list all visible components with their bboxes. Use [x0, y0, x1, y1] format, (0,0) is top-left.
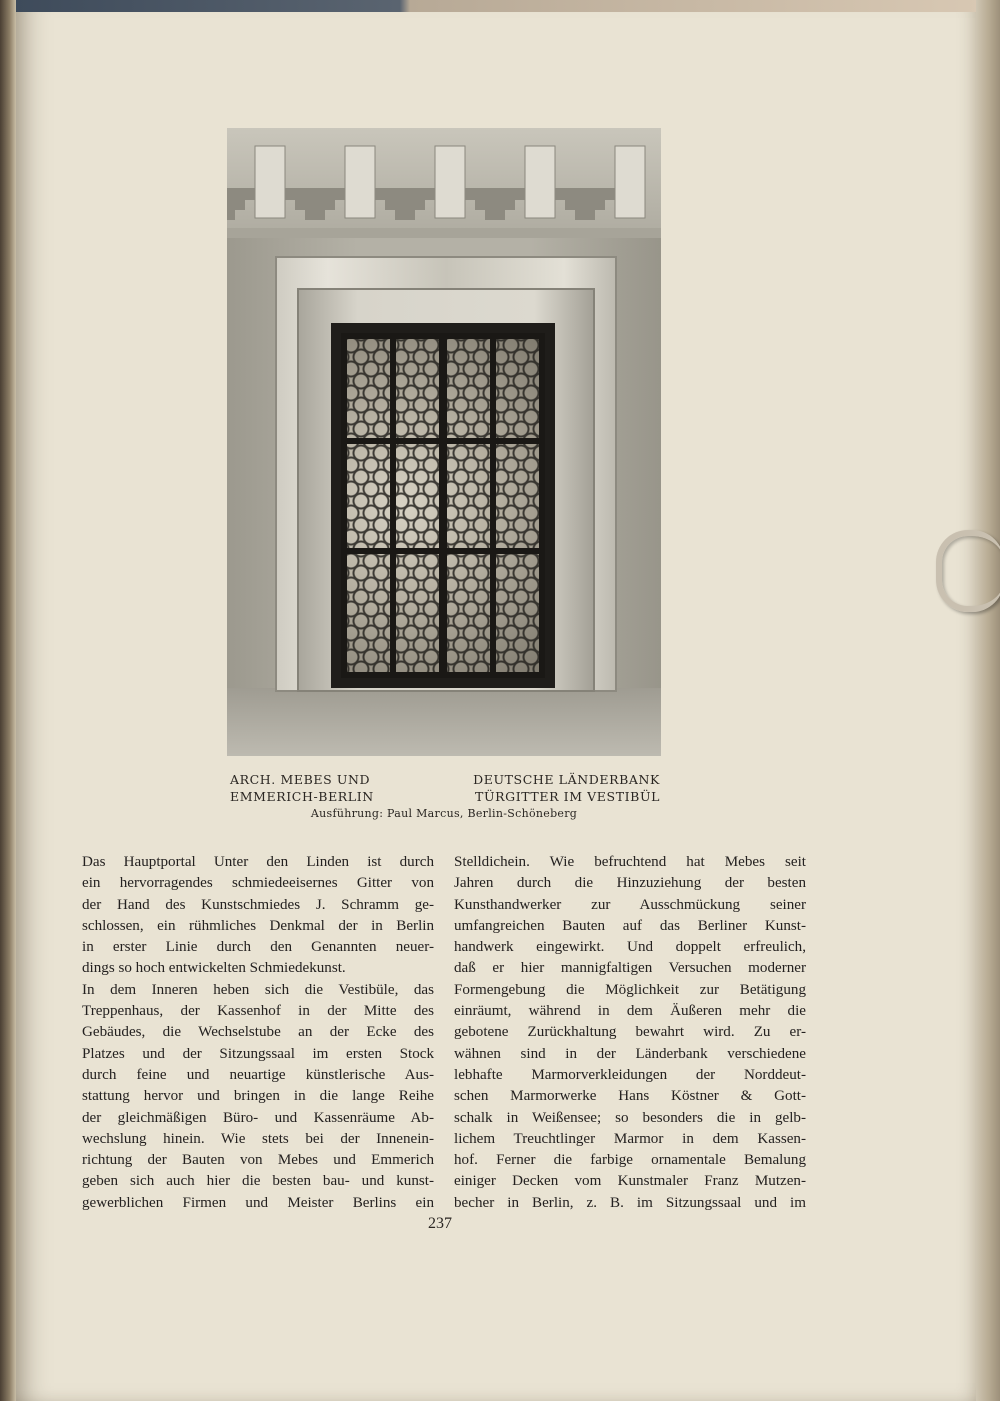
text-line: geben sich auch hier die besten bau- und kunst-	[82, 1173, 434, 1190]
text-line: Kunsthandwerker zur Ausschmückung seiner	[454, 896, 806, 913]
text-line: wähnen sind in der Länderbank verschiedene	[454, 1045, 806, 1062]
text-line: In dem Inneren heben sich die Vestibüle, das	[82, 981, 434, 998]
grille-bar	[341, 438, 545, 444]
door-photograph	[227, 128, 661, 756]
text-line: ein hervorragendes schmiedeeisernes Gitter von	[82, 875, 434, 892]
grille-bar	[490, 333, 496, 678]
caption-credit: Ausführung: Paul Marcus, Berlin-Schöneberg	[310, 807, 578, 820]
text-line: gewerblichen Firmen und Meister Berlins ein	[82, 1194, 434, 1211]
text-line: gebotene Zurückhaltung bewahrt wird. Zu er-	[454, 1024, 806, 1041]
stepped-frieze	[227, 128, 661, 238]
text-line: richtung der Bauten von Mebes und Emmerich	[82, 1152, 434, 1169]
book-cover-edge	[0, 0, 1000, 12]
text-line: stattung hervor und bringen in die lange Reihe	[82, 1088, 434, 1105]
caption-architect-line2: EMMERICH-BERLIN	[230, 789, 374, 804]
caption-title-line1: DEUTSCHE LÄNDERBANK	[473, 772, 660, 787]
text-line: Stelldichein. Wie befruchtend hat Mebes seit	[454, 854, 806, 870]
text-line: Gebäudes, die Wechselstube an der Ecke des	[82, 1024, 434, 1041]
page-number: 237	[428, 1215, 452, 1232]
text-line: Das Hauptportal Unter den Linden ist durch	[82, 854, 434, 870]
book-spine-gutter	[0, 0, 16, 1401]
stone-floor	[227, 688, 661, 756]
caption-architect-line1: ARCH. MEBES UND	[230, 772, 371, 787]
grille-bar	[341, 548, 545, 554]
paper-clip	[936, 530, 1000, 612]
text-line: Treppenhaus, der Kassenhof in der Mitte des	[82, 1003, 434, 1020]
text-line: der Hand des Kunstschmiedes J. Schramm ge-	[82, 896, 434, 913]
text-line: daß er hier mannigfaltigen Versuchen moderner	[454, 960, 806, 977]
text-line: umfangreichen Bauten auf das Berliner Kunst-	[454, 917, 806, 934]
frieze-ornament	[227, 128, 661, 238]
text-line: hof. Ferner die farbige ornamentale Bemalung	[454, 1152, 806, 1169]
grille-bar	[390, 333, 396, 678]
text-line: einräumt, während in dem Äußeren mehr die	[454, 1003, 806, 1020]
caption-architect	[230, 771, 450, 805]
text-line: Platzes und der Sitzungssaal im ersten Stock	[82, 1045, 434, 1062]
text-line: schen Marmorwerke Hans Köstner & Gott-	[454, 1088, 806, 1105]
text-line: schlossen, ein rühmliches Denkmal der in Berlin	[82, 917, 434, 934]
page-stack-edge	[976, 0, 1000, 1401]
grille-bar	[341, 672, 545, 678]
text-line: wechslung hinein. Wie stets bei der Innenein-	[82, 1130, 434, 1147]
text-line: lebhafte Marmorverkleidungen der Norddeut-	[454, 1066, 806, 1083]
text-line: Jahren durch die Hinzuziehung der besten	[454, 875, 806, 892]
grille-bar	[539, 333, 545, 678]
caption-title-line2: TÜRGITTER IM VESTIBÜL	[475, 789, 660, 804]
text-line: in erster Linie durch den Genannten neuer-	[82, 939, 434, 956]
text-line: dings so hoch entwickelten Schmiedekunst.	[82, 960, 346, 977]
caption-title	[430, 771, 660, 805]
text-line: becher in Berlin, z. B. im Sitzungssaal und im	[454, 1194, 806, 1211]
text-column-right	[454, 852, 806, 1214]
text-line: schalk in Weißensee; so besonders die in gelb-	[454, 1109, 806, 1126]
grille-bar	[341, 333, 545, 339]
text-line: durch feine und neuartige künstlerische Aus-	[82, 1066, 434, 1083]
text-line: lichem Treuchtlinger Marmor in dem Kassen-	[454, 1130, 806, 1147]
text-column-left	[82, 852, 434, 1214]
text-line: handwerk eingewirkt. Und doppelt erfreulich,	[454, 939, 806, 956]
text-line: einiger Decken vom Kunstmaler Franz Mutzen-	[454, 1173, 806, 1190]
text-line: der gleichmäßigen Büro- und Kassenräume Ab-	[82, 1109, 434, 1126]
grille-bar	[439, 333, 447, 678]
text-line: Formengebung die Möglichkeit zur Betätigung	[454, 981, 806, 998]
grille-bar	[341, 333, 347, 678]
